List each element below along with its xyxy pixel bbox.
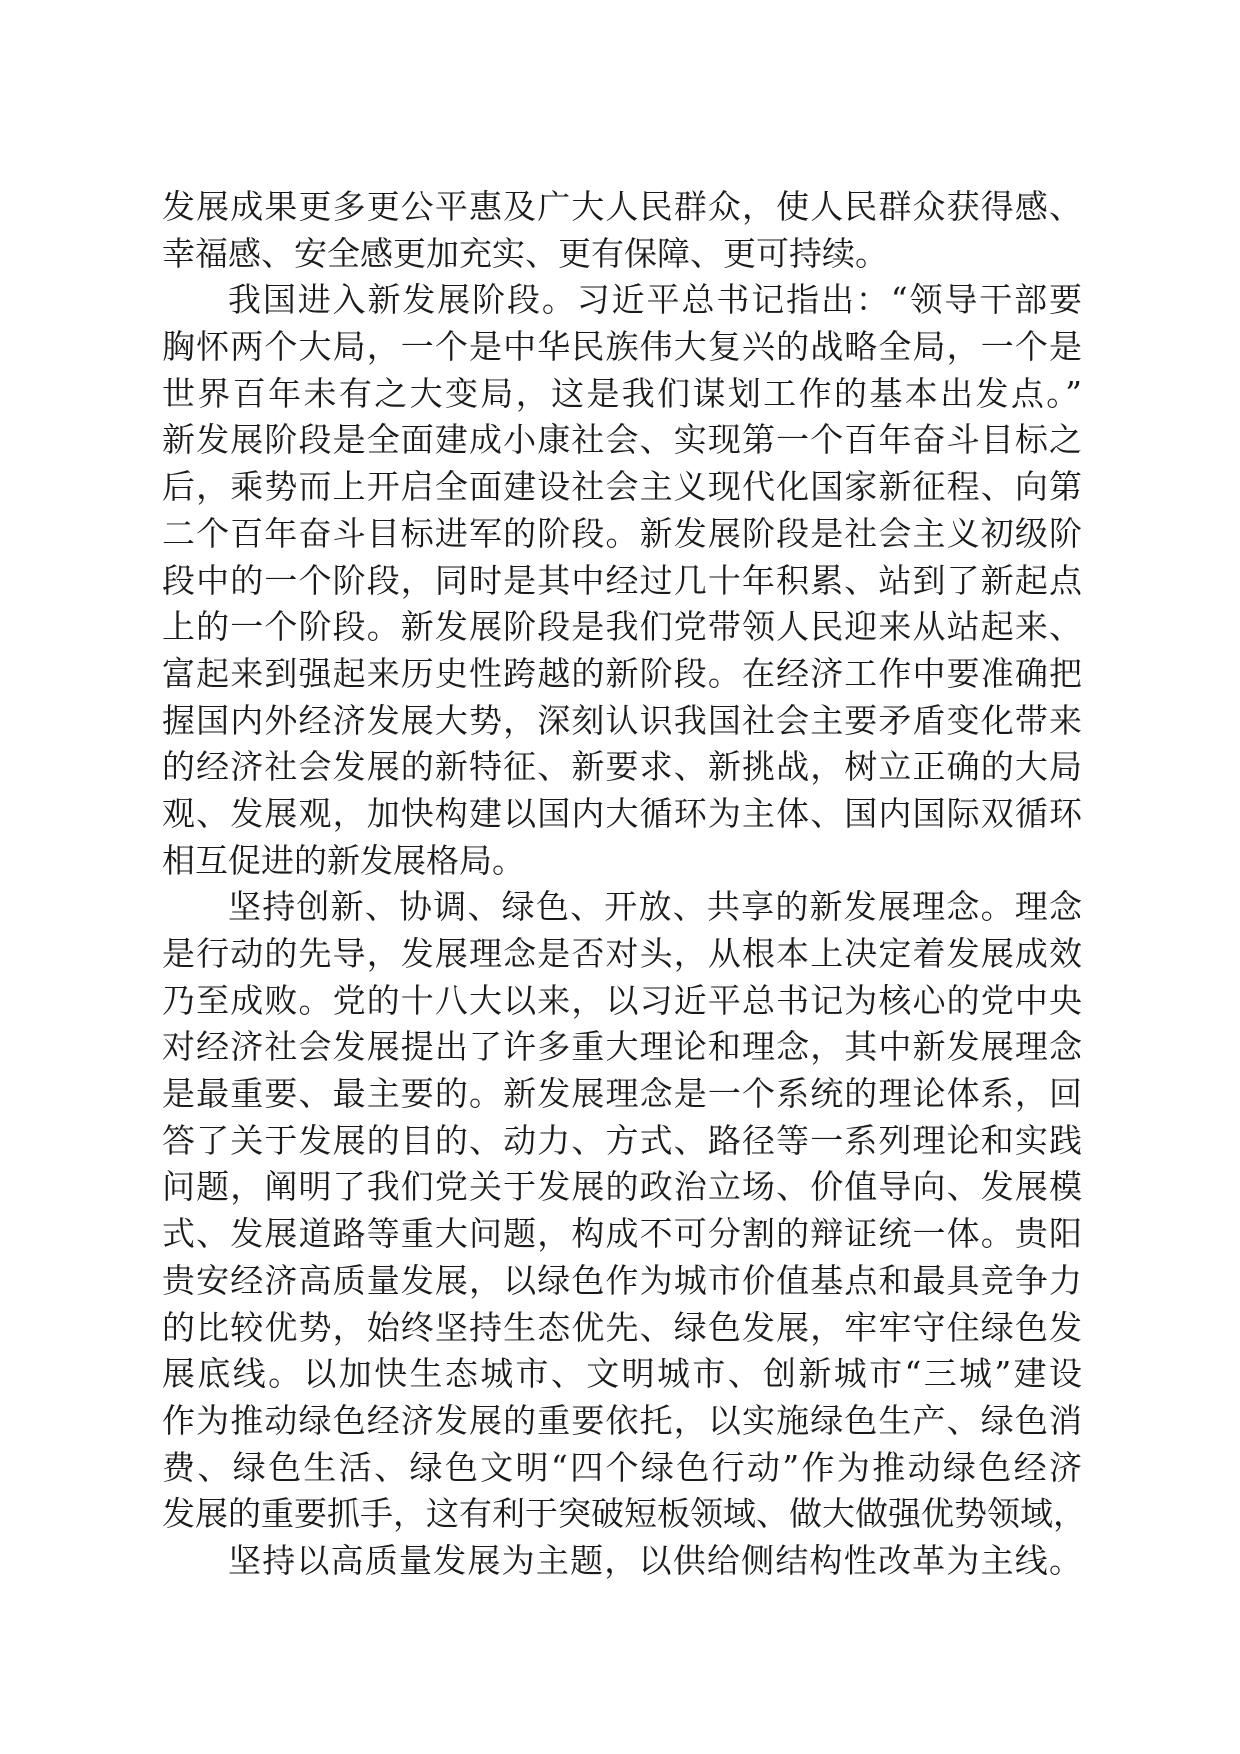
- text-line: 相互促进的新发展格局。: [162, 840, 525, 880]
- text-line: 后，乘势而上开启全面建设社会主义现代化国家新征程、向第: [162, 467, 1082, 507]
- text-line: 新发展阶段是全面建成小康社会、实现第一个百年奋斗目标之: [162, 420, 1082, 460]
- text-line: 世界百年未有之大变局，这是我们谋划工作的基本出发点。”: [162, 373, 1082, 413]
- text-line: 富起来到强起来历史性跨越的新阶段。在经济工作中要准确把: [162, 653, 1082, 693]
- paragraph-first-line: 我国进入新发展阶段。习近平总书记指出：“领导干部要: [228, 280, 1082, 320]
- text-line: 握国内外经济发展大势，深刻认识我国社会主要矛盾变化带来: [162, 700, 1082, 740]
- text-line: 二个百年奋斗目标进军的阶段。新发展阶段是社会主义初级阶: [162, 513, 1082, 553]
- text-line: 费、绿色生活、绿色文明“四个绿色行动”作为推动绿色经济: [162, 1447, 1082, 1487]
- text-line: 展底线。以加快生态城市、文明城市、创新城市“三城”建设: [162, 1354, 1082, 1394]
- text-line: 对经济社会发展提出了许多重大理论和理念，其中新发展理念: [162, 1027, 1082, 1067]
- text-line: 式、发展道路等重大问题，构成不可分割的辩证统一体。贵阳: [162, 1214, 1082, 1254]
- text-line: 贵安经济高质量发展，以绿色作为城市价值基点和最具竞争力: [162, 1260, 1082, 1300]
- paragraph-first-line: 坚持以高质量发展为主题，以供给侧结构性改革为主线。: [228, 1540, 1082, 1580]
- text-line: 作为推动绿色经济发展的重要依托，以实施绿色生产、绿色消: [162, 1400, 1082, 1440]
- text-line: 乃至成败。党的十八大以来，以习近平总书记为核心的党中央: [162, 980, 1082, 1020]
- paragraph-first-line: 坚持创新、协调、绿色、开放、共享的新发展理念。理念: [228, 887, 1082, 927]
- text-line: 胸怀两个大局，一个是中华民族伟大复兴的战略全局，一个是: [162, 327, 1082, 367]
- body-text: [162, 184, 1086, 1585]
- text-line: 问题，阐明了我们党关于发展的政治立场、价值导向、发展模: [162, 1167, 1082, 1207]
- text-line: 幸福感、安全感更加充实、更有保障、更可持续。: [162, 233, 888, 273]
- text-line: 的比较优势，始终坚持生态优先、绿色发展，牢牢守住绿色发: [162, 1307, 1082, 1347]
- text-line: 是行动的先导，发展理念是否对头，从根本上决定着发展成效: [162, 934, 1082, 973]
- text-line: 观、发展观，加快构建以国内大循环为主体、国内国际双循环: [162, 793, 1082, 833]
- text-line: 的经济社会发展的新特征、新要求、新挑战，树立正确的大局: [162, 747, 1082, 787]
- text-line: 段中的一个阶段，同时是其中经过几十年积累、站到了新起点: [162, 560, 1082, 600]
- text-line: 答了关于发展的目的、动力、方式、路径等一系列理论和实践: [162, 1120, 1082, 1160]
- text-line: 发展成果更多更公平惠及广大人民群众，使人民群众获得感、: [162, 187, 1082, 226]
- text-line: 发展的重要抓手，这有利于突破短板领域、做大做强优势领域，: [162, 1494, 1086, 1534]
- text-line: 是最重要、最主要的。新发展理念是一个系统的理论体系，回: [162, 1074, 1082, 1114]
- text-line: 上的一个阶段。新发展阶段是我们党带领人民迎来从站起来、: [162, 607, 1082, 647]
